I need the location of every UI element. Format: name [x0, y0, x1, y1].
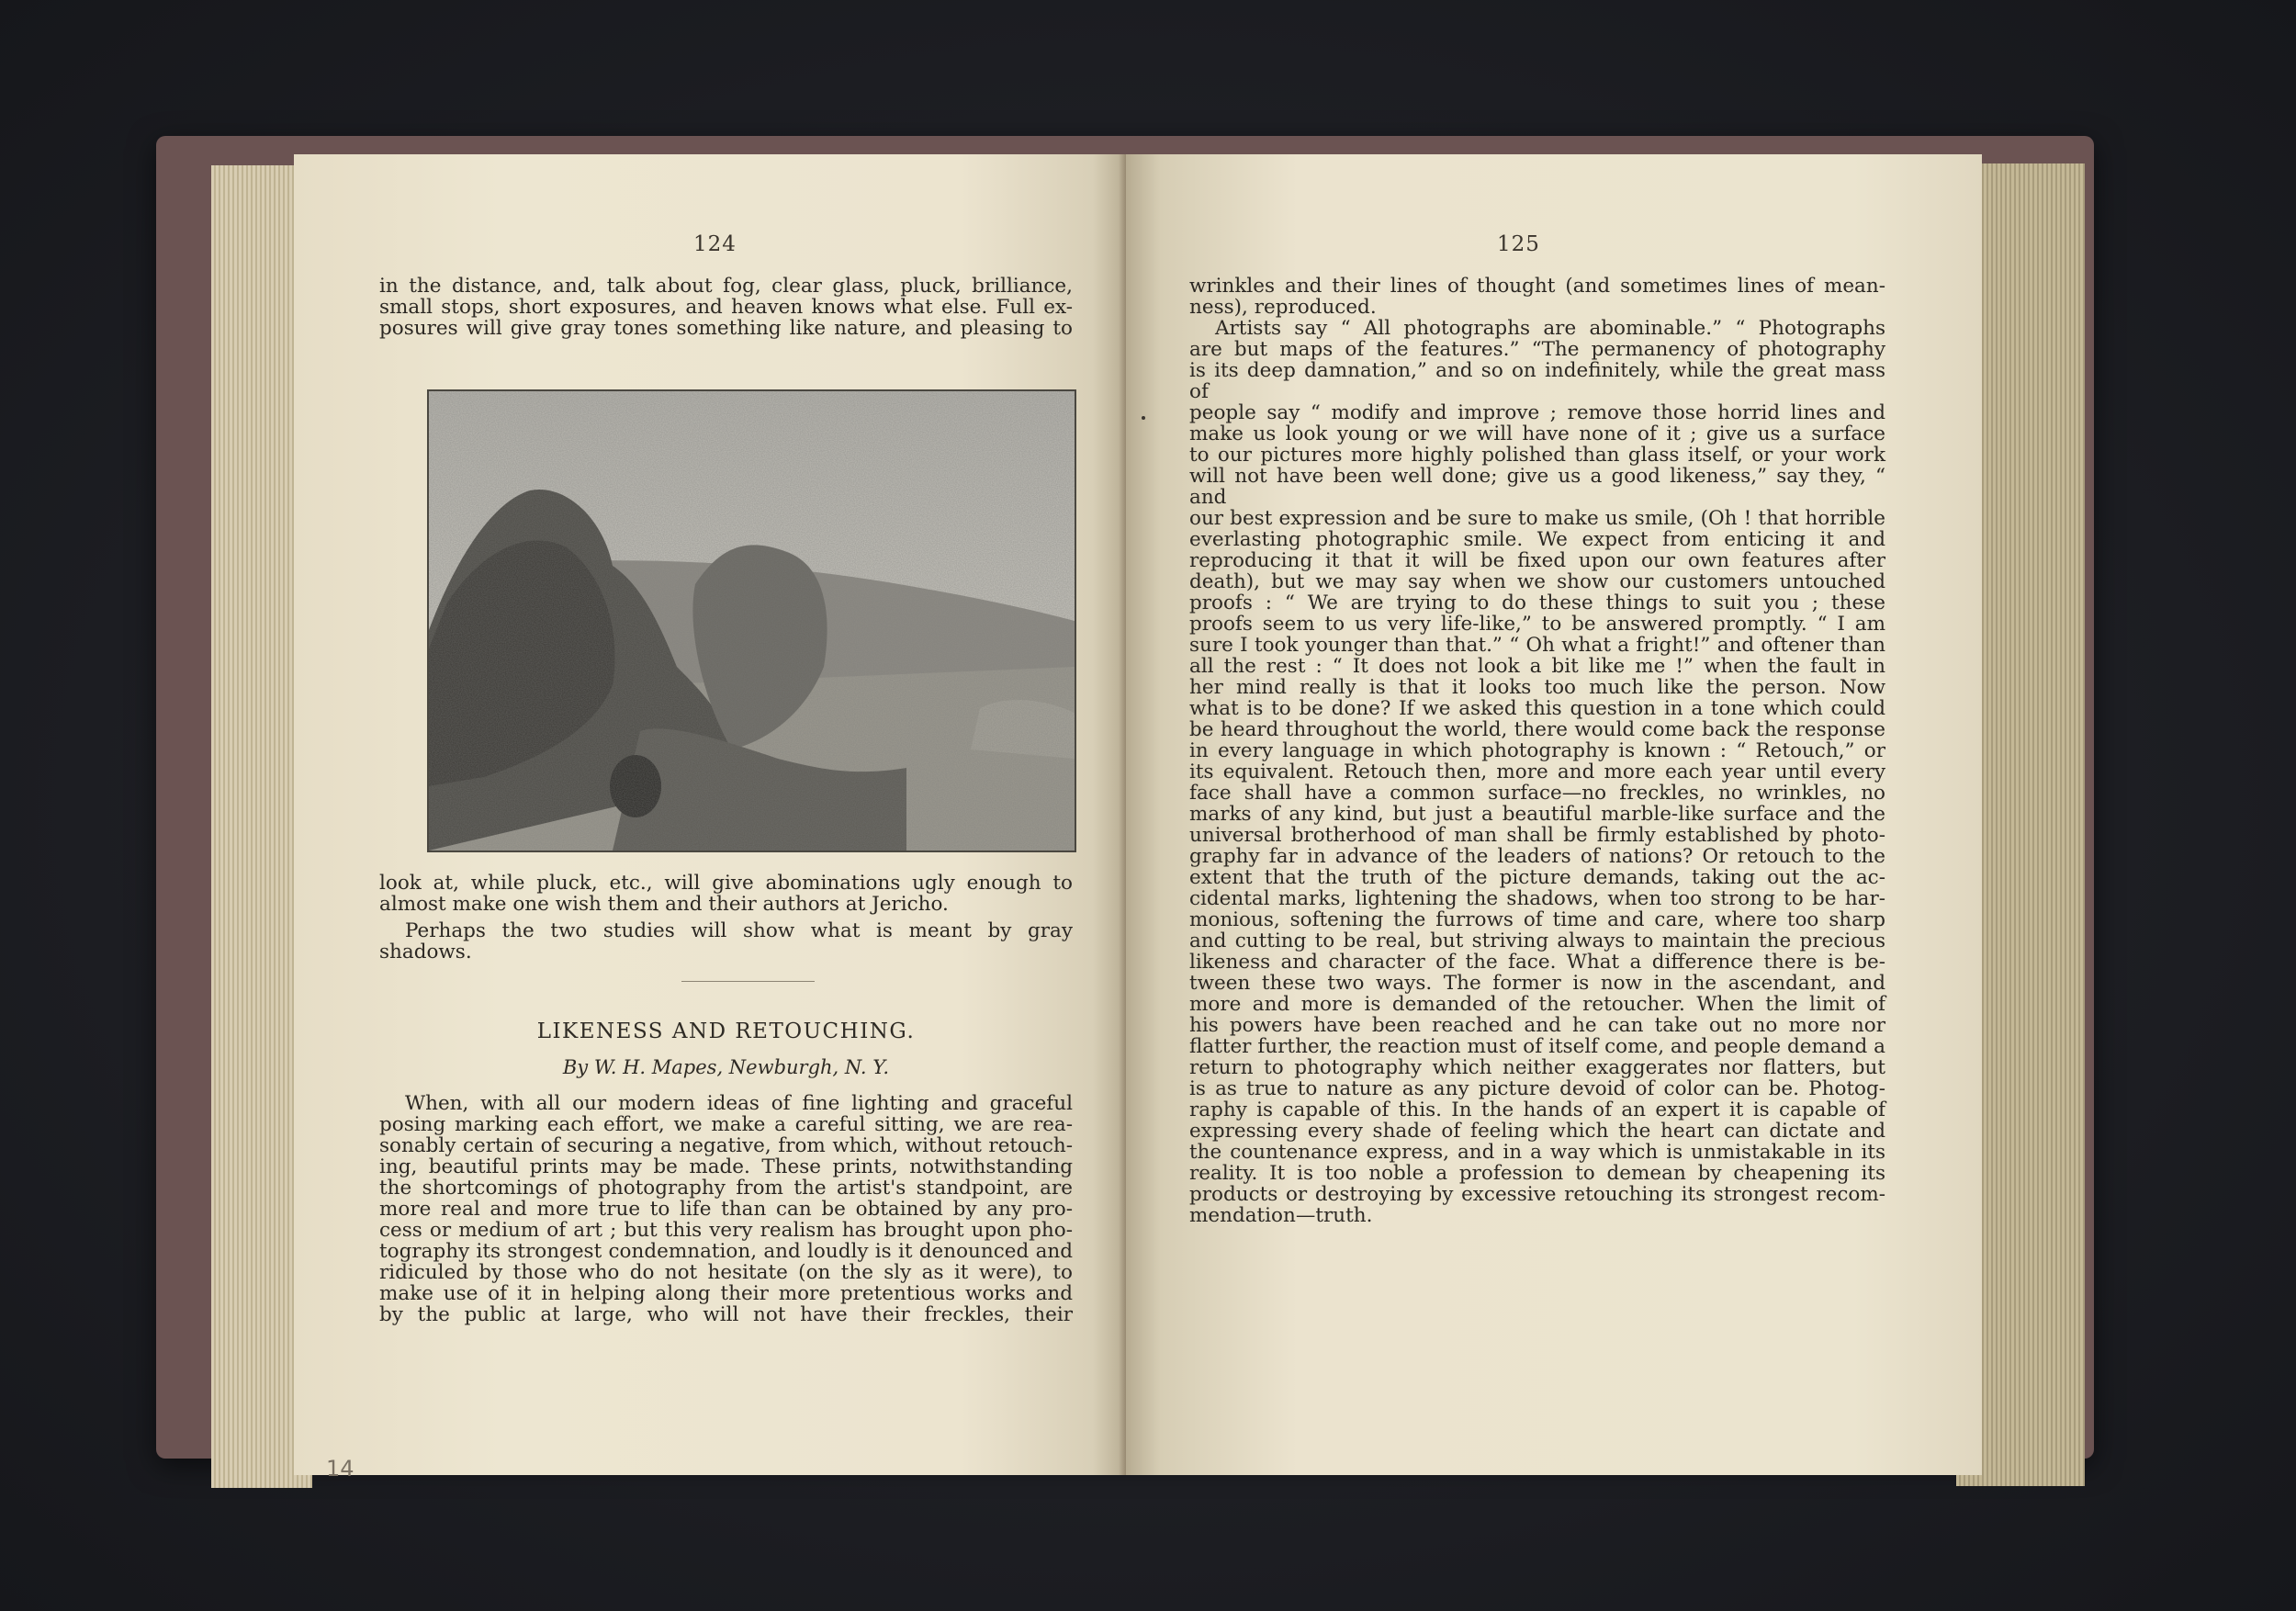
text-line: marks of any kind, but just a beautiful marble-like surface and the [1189, 803, 1885, 826]
right-page-number: 125 [1497, 232, 1540, 256]
text-line: tography its strongest condemnation, and loudly is it denounced and [379, 1240, 1073, 1263]
text-line: is as true to nature as any picture devoid of color can be. Photog- [1189, 1077, 1885, 1100]
text-line: monious, softening the furrows of time and care, where too sharp [1189, 908, 1885, 931]
text-line: the shortcomings of photography from the artist's standpoint, are [379, 1177, 1073, 1200]
text-line: her mind really is that it looks too much like the person. Now [1189, 676, 1885, 699]
text-line: proofs : “ We are trying to do these things to suit you ; these [1189, 591, 1885, 614]
text-line: all the rest : “ It does not look a bit like me !” when the fault in [1189, 655, 1885, 678]
text-line: death), but we may say when we show our customers untouched [1189, 570, 1885, 593]
text-line: to our pictures more highly polished than glass itself, or your work [1189, 444, 1885, 467]
text-line: small stops, short exposures, and heaven knows what else. Full ex- [379, 296, 1073, 319]
text-line: expressing every shade of feeling which the heart can dictate and [1189, 1120, 1885, 1143]
text-line: reality. It is too noble a profession to demean by cheapening its [1189, 1162, 1885, 1185]
text-line: When, with all our modern ideas of fine lighting and graceful [405, 1092, 1073, 1115]
text-line: flatter further, the reaction must of itself come, and people demand a [1189, 1035, 1885, 1058]
text-line: everlasting photographic smile. We expect from enticing it and [1189, 528, 1885, 551]
text-line: likeness and character of the face. What a difference there is be- [1189, 951, 1885, 974]
pencil-mark: 14 [326, 1456, 355, 1481]
article-byline: By W. H. Mapes, Newburgh, N. Y. [562, 1056, 890, 1078]
landscape-plate [427, 389, 1076, 852]
text-line: are but maps of the features.” “The permanency of photography [1189, 338, 1885, 361]
text-line: will not have been well done; give us a good likeness,” say they, “ and [1189, 465, 1885, 509]
text-line: be heard throughout the world, there would come back the response [1189, 718, 1885, 741]
text-line: ness), reproduced. [1189, 296, 1377, 319]
text-line: sonably certain of securing a negative, from which, without retouch- [379, 1134, 1073, 1157]
text-line: cidental marks, lightening the shadows, when too strong to be har- [1189, 887, 1885, 910]
text-line: extent that the truth of the picture demands, taking out the ac- [1189, 866, 1885, 889]
text-line: in the distance, and, talk about fog, clear glass, pluck, brilliance, [379, 275, 1073, 298]
text-line: in every language in which photography is known : “ Retouch,” or [1189, 739, 1885, 762]
text-line: his powers have been reached and he can take out no more nor [1189, 1014, 1885, 1037]
text-line: proofs seem to us very life-like,” to be answered promptly. “ I am [1189, 613, 1885, 636]
text-line: ridiculed by those who do not hesitate (on the sly as it were), to [379, 1261, 1073, 1284]
text-line: what is to be done? If we asked this question in a tone which could [1189, 697, 1885, 720]
text-line: wrinkles and their lines of thought (and sometimes lines of mean- [1189, 275, 1885, 298]
text-line: posures will give gray tones something like nature, and pleasing to [379, 317, 1073, 340]
text-line: cess or medium of art ; but this very realism has brought upon pho- [379, 1219, 1073, 1242]
text-line: and cutting to be real, but striving always to maintain the precious [1189, 929, 1885, 952]
text-line: by the public at large, who will not have their freckles, their [379, 1303, 1073, 1326]
text-line: is its deep damnation,” and so on indefinitely, while the great mass of [1189, 359, 1885, 403]
text-line: products or destroying by excessive retouching its strongest recom- [1189, 1183, 1885, 1206]
text-line: tween these two ways. The former is now in the ascendant, and [1189, 972, 1885, 995]
text-line: Perhaps the two studies will show what is meant by gray shadows. [379, 919, 1073, 963]
text-line: its equivalent. Retouch then, more and more each year until every [1189, 760, 1885, 783]
text-line: make us look young or we will have none of it ; give us a surface [1189, 422, 1885, 445]
text-line: face shall have a common surface—no freckles, no wrinkles, no [1189, 782, 1885, 805]
text-line: people say “ modify and improve ; remove those horrid lines and [1189, 401, 1885, 424]
text-line: look at, while pluck, etc., will give abominations ugly enough to [379, 872, 1073, 895]
left-top-text [379, 276, 1073, 339]
section-divider [681, 981, 815, 982]
text-line: raphy is capable of this. In the hands of an expert it is capable of [1189, 1098, 1885, 1121]
text-line: mendation—truth. [1189, 1204, 1373, 1227]
text-line: posing marking each effort, we make a careful sitting, we are rea- [379, 1113, 1073, 1136]
left-page-number: 124 [693, 232, 737, 256]
text-line: Artists say “ All photographs are abominable.” “ Photographs [1215, 317, 1885, 340]
article-body [379, 1093, 1073, 1325]
text-line: universal brotherhood of man shall be firmly established by photo- [1189, 824, 1885, 847]
text-line: ing, beautiful prints may be made. These prints, notwithstanding [379, 1155, 1073, 1178]
text-line: return to photography which neither exaggerates nor flatters, but [1189, 1056, 1885, 1079]
article-title: LIKENESS AND RETOUCHING. [536, 1020, 916, 1043]
right-body [1189, 276, 1885, 1226]
text-line: more and more is demanded of the retoucher. When the limit of [1189, 993, 1885, 1016]
text-line: reproducing it that it will be fixed upon our own features after [1189, 549, 1885, 572]
left-after-plate-text [379, 873, 1073, 963]
text-line: almost make one wish them and their authors at Jericho. [379, 893, 949, 916]
text-line: our best expression and be sure to make us smile, (Oh ! that horrible [1189, 507, 1885, 530]
text-line: more real and more true to life than can be obtained by any pro- [379, 1198, 1073, 1221]
text-line: the countenance express, and in a way which is unmistakable in its [1189, 1141, 1885, 1164]
text-line: sure I took younger than that.” “ Oh what a fright!” and oftener than [1189, 634, 1885, 657]
landscape-illustration [429, 391, 1075, 851]
text-line: make use of it in helping along their more pretentious works and [379, 1282, 1073, 1305]
text-line: graphy far in advance of the leaders of nations? Or retouch to the [1189, 845, 1885, 868]
ink-speck [1142, 416, 1145, 420]
